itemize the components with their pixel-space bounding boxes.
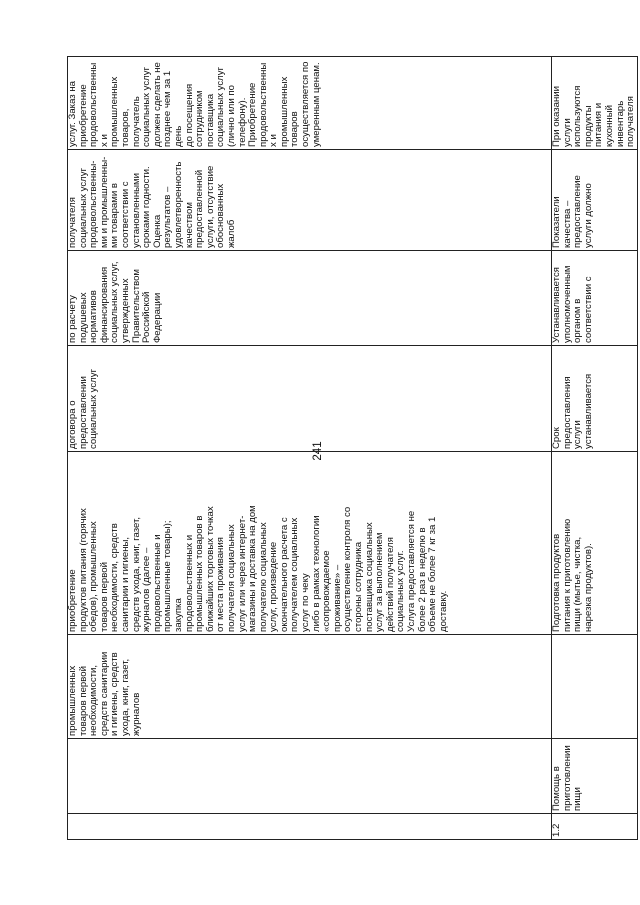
cell-conditions: При оказании услуги используются продукты питания и кухонный инвентарь получателя [552,57,638,150]
table-row [552,57,638,840]
cell-service-name: Помощь в приготовлении пищи [552,739,638,814]
services-table [67,56,638,840]
cell-quality-indicators: получателя социальных услуг продовольственны- ми и промышленны- ми товарами в соответствии с установленными сроками годности. Оценка результатов – удовлетворенность качеством предоставленной услуги, отсутствие обоснованных жалоб [68,150,552,251]
cell-number [68,814,552,840]
page-number: 241 [312,441,324,461]
cell-service-description: приобретение продуктов питания (горячих обедов), промышленных товаров первой необходимости, средств санитарии и гигиены, средств ухода, книг, газет, журналов (далее – продовольственные и промышленные товары); закупка продовольственных и промышленных товаров в ближайших торговых точках от места проживания получателя социальных услуг или через интернет- магазины и доставка на дом получателю социальных услуг, произведение окончательного расчета с получателем социальных услуг по чеку либо в рамках технологии «сопровождаемое проживание» – осуществление контроля со стороны сотрудника поставщика социальных услуг за выполнением действий получателя социальных услуг. Услуга предоставляется не более 2 раз в неделю в объеме не более 7 кг за 1 доставку. [68,452,552,635]
cell-number: 1.2 [552,814,638,840]
cell-conditions: услуг. Заказ на приобретение продовольственных и промышленных товаров, получатель социальных услуг должен сделать не позднее чем за 1 день до посещения сотрудником поставщика социальных услуг (лично или по телефону). Приобретение продовольственных и промышленных товаров осуществляется по умеренным ценам. [68,57,552,150]
cell-service-rate: Устанавливается уполномоченным органом в соответствии с [552,251,638,346]
cell-service-name [68,739,552,814]
cell-quality-indicators: Показатели качества – предоставление услуги должно [552,150,638,251]
cell-service-rate: по расчету подушевых нормативов финансирования социальных услуг, утвержденных Правительством Российской Федерации [68,251,552,346]
cell-service-term: договора о предоставлении социальных услуг [68,346,552,452]
cell-service-scope [552,635,638,739]
rotated-table [67,57,637,840]
table-container [67,57,637,840]
cell-service-description: Подготовка продуктов питания к приготовлению пищи (мытье, чистка, нарезка продуктов). [552,452,638,635]
cell-service-scope: промышленных товаров первой необходимости, средств санитарии и гигиены, средств ухода, книг, газет, журналов [68,635,552,739]
table-row [68,57,552,840]
cell-service-term: Срок предоставления услуги устанавливается [552,346,638,452]
